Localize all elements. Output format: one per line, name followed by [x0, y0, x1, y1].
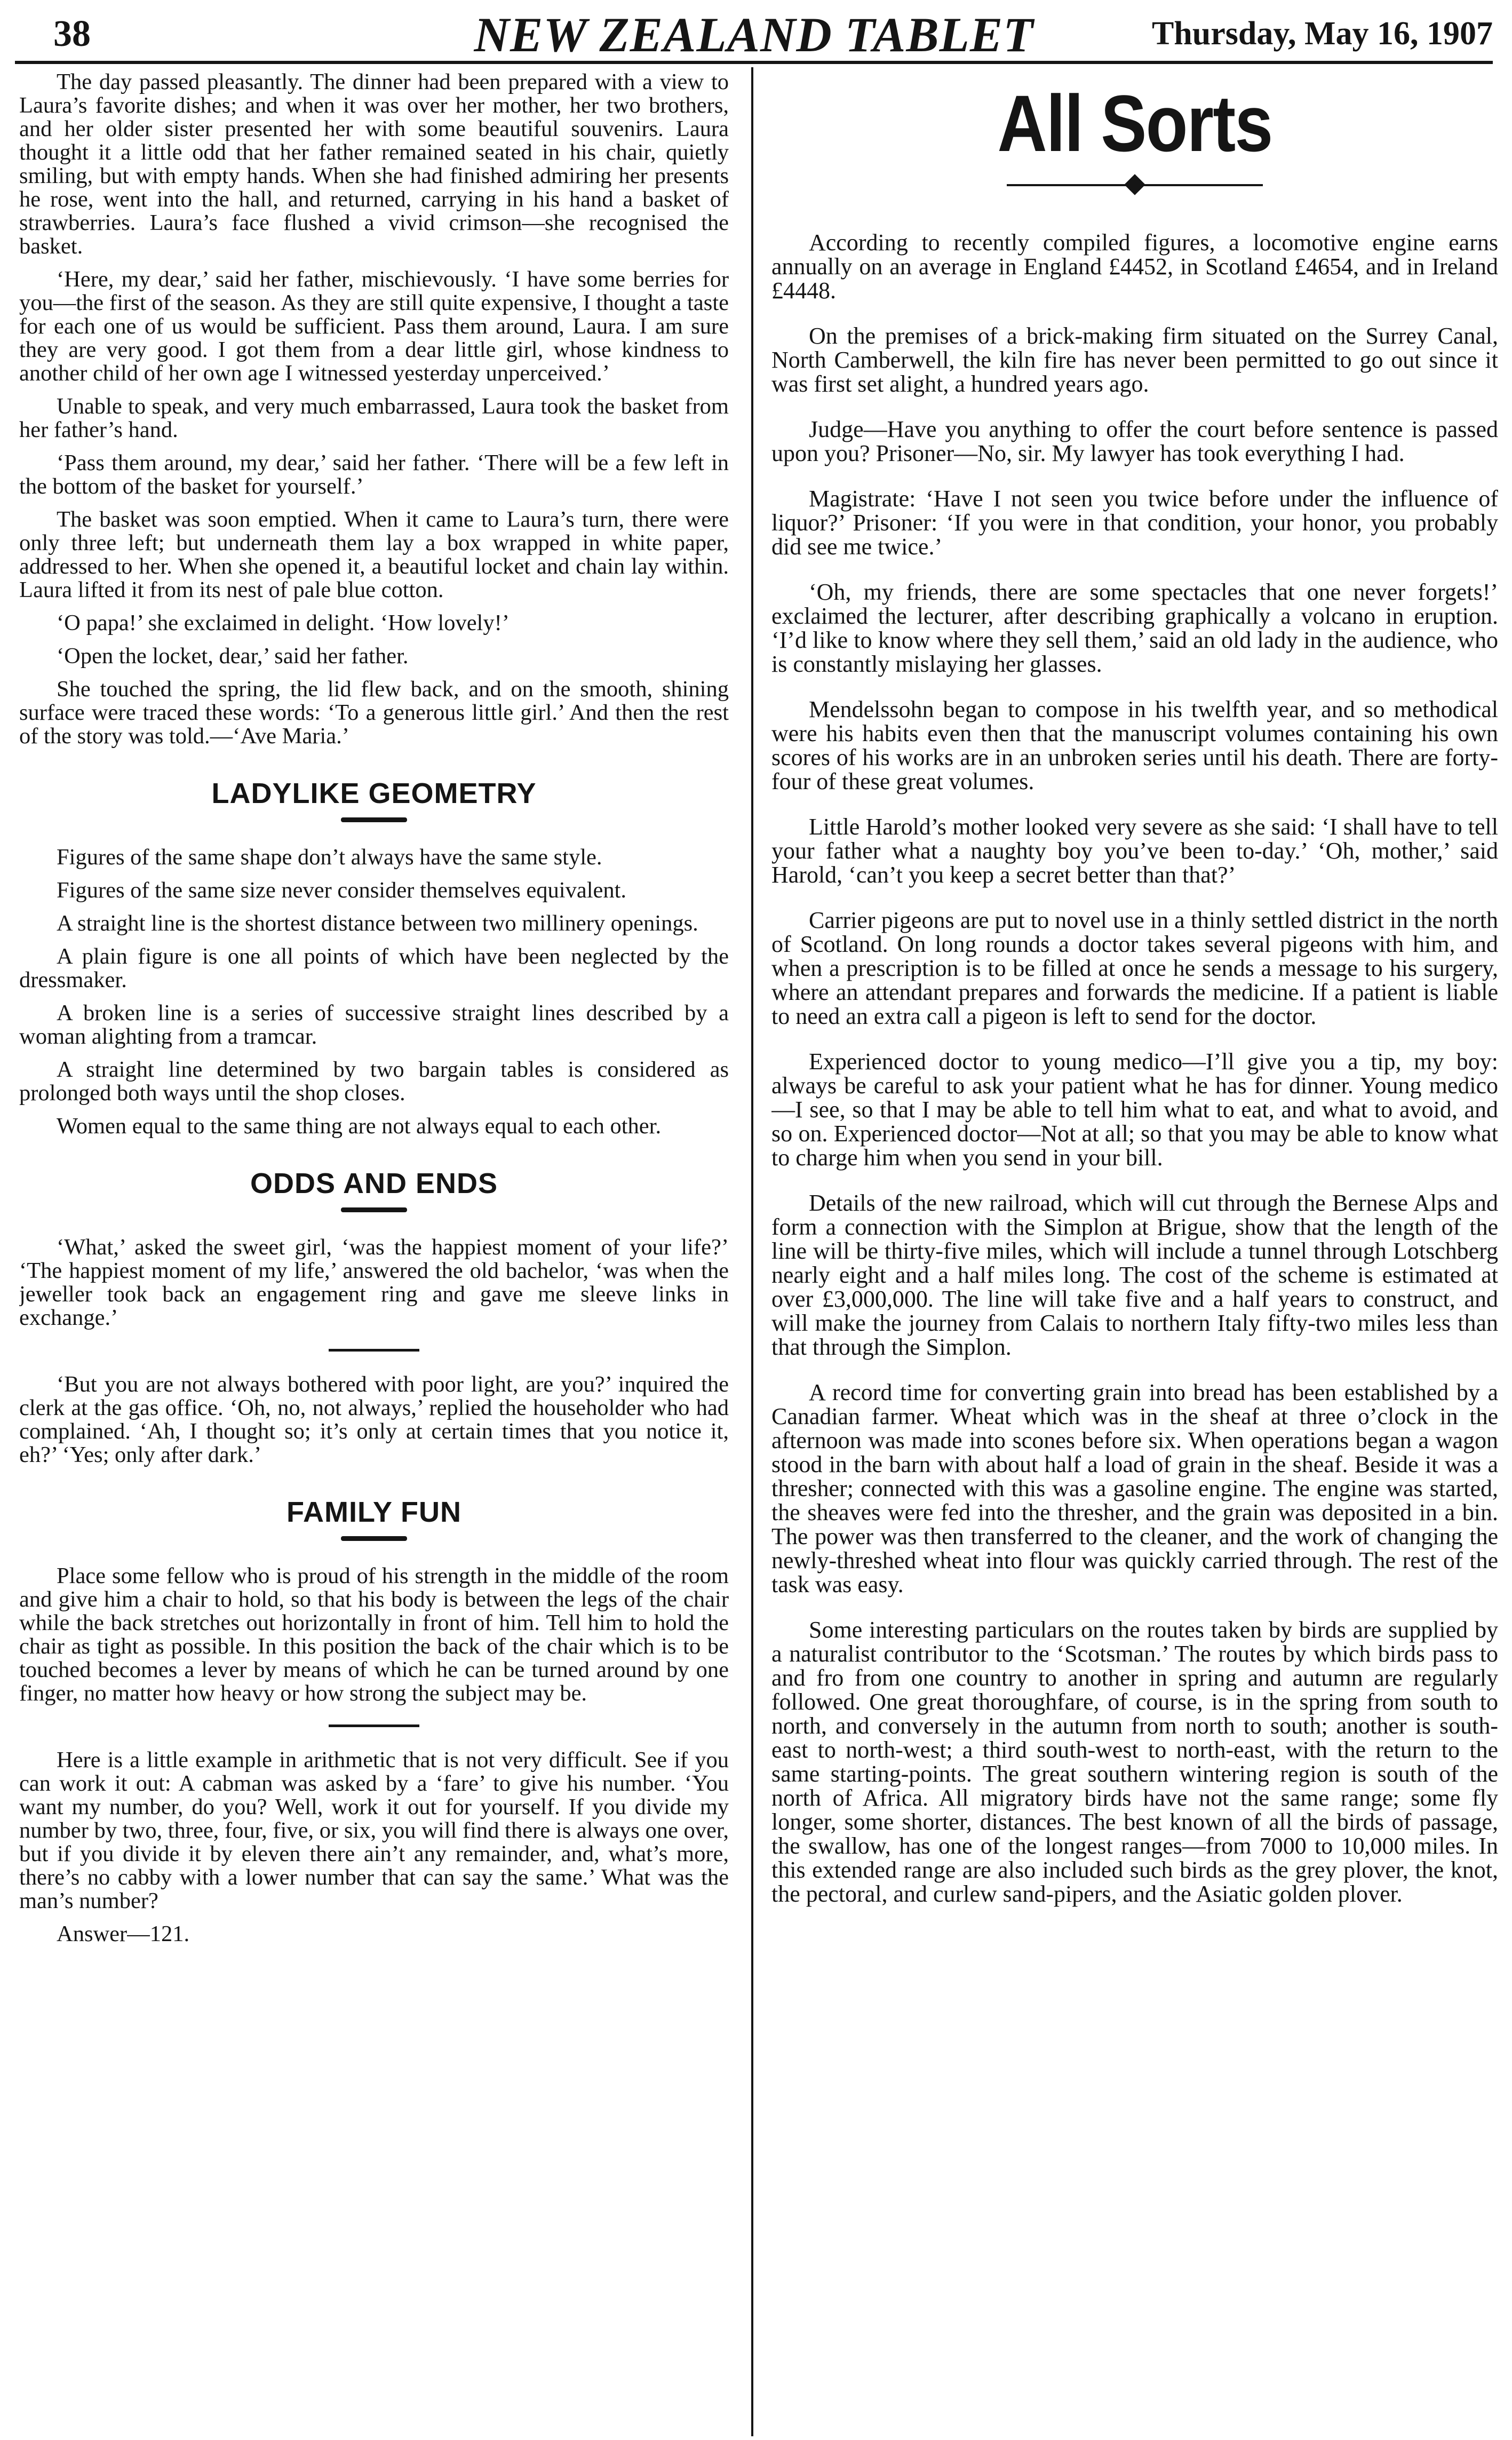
- geometry-item: Figures of the same size never consider themselves equivalent.: [57, 878, 627, 903]
- paragraph: According to recently compiled figures, a locomotive engine earns annually on an average in England £4452, in Scotland £4654, and in Ireland £4448.: [771, 229, 1498, 304]
- heading-rule: [341, 1207, 407, 1212]
- geometry-item: A straight line is the shortest distance between two millinery openings.: [57, 911, 698, 936]
- page-number: 38: [53, 13, 91, 54]
- section-title-all-sorts: All Sorts: [997, 78, 1272, 168]
- geometry-item: Women equal to the same thing are not always equal to each other.: [57, 1114, 662, 1139]
- geometry-item: A plain figure is one all points of which have been neglected by the dressmaker.: [19, 944, 729, 992]
- odds-item: ‘But you are not always bothered with poor light, are you?’ inquired the clerk at the gas office. ‘Oh, no, not always,’ replied the householder who had complained. ‘Ah, I thought so; it’s only at certain times that you notice it, eh?’ ‘Yes; only after dark.’: [19, 1372, 729, 1467]
- item-divider: [329, 1349, 419, 1352]
- heading-rule: [341, 817, 407, 822]
- paragraph: Magistrate: ‘Have I not seen you twice before under the influence of liquor?’ Prisoner: ‘If you were in that condition, your honor, you probably did see me twice.’: [771, 486, 1498, 560]
- geometry-item: A straight line determined by two bargain tables is considered as prolonged both ways until the shop closes.: [19, 1057, 729, 1106]
- paragraph: A record time for converting grain into bread has been established by a Canadian farmer. Wheat which was in the sheaf at three o’clock in the afternoon was made into scones before six. When operations began a wagon stood in the barn with about half a load of grain in the sheaf. Beside it was a thresher; connected with this was a gasoline engine. The engine was started, the sheaves were fed into the thresher, and the grain was deposited in a bin. The power was then transferred to the cleaner, and the work of changing the newly-threshed wheat into flour was quickly carried through. The rest of the task was easy.: [771, 1379, 1498, 1597]
- story-paragraph: Unable to speak, and very much embarrassed, Laura took the basket from her father’s hand.: [19, 394, 729, 442]
- paragraph: Some interesting particulars on the routes taken by birds are supplied by a naturalist contributor to the ‘Scotsman.’ The routes by which birds pass to and fro from one country to another in spring and autumn are regularly followed. One great thoroughfare, of course, is in the spring from south to north, and conversely in the autumn from north to south; another is south-east to north-west; a third south-west to north-east, with the return to the same starting-points. The great southern wintering region is south of the north of Africa. All migratory birds have not the same range; some fly longer, some shorter, distances. The best known of all the birds of passage, the swallow, has one of the longest ranges—from 7000 to 10,000 miles. In this extended range are also included such birds as the grey plover, the knot, the pectoral, and curlew sand-pipers, and the Asiatic golden plover.: [771, 1617, 1498, 1907]
- heading-rule: [341, 1536, 407, 1541]
- issue-date: Thursday, May 16, 1907: [1151, 15, 1493, 52]
- story-paragraph: ‘Here, my dear,’ said her father, mischievously. ‘I have some berries for you—the first of the season. As they are still quite expensive, I thought a taste for each one of us would be sufficient. Pass them around, Laura. I am sure they are very good. I got them from a dear little girl, whose kindness to another child of her own age I witnessed yesterday unperceived.’: [19, 267, 729, 386]
- story-paragraph: ‘Open the locket, dear,’ said her father.: [57, 643, 409, 669]
- section-heading-odds: ODDS AND ENDS: [250, 1167, 498, 1199]
- title-ornament: [1007, 174, 1263, 195]
- section-heading-family: FAMILY FUN: [286, 1496, 462, 1528]
- story-paragraph: The day passed pleasantly. The dinner had been prepared with a view to Laura’s favorite dishes; and when it was over her mother, her two brothers, and her older sister presented her with some beautiful souvenirs. Laura thought it a little odd that her father remained seated in his chair, quietly smiling, but with empty hands. When she had finished admiring her presents he rose, went into the hall, and returned, carrying in his hand a basket of strawberries. Laura’s face flushed a vivid crimson—she recognised the basket.: [19, 70, 729, 259]
- family-item: Place some fellow who is proud of his strength in the middle of the room and give him a chair to hold, so that his body is between the legs of the chair while the back stretches out horizontally in front of him. Tell him to hold the chair as tight as possible. In this position the back of the chair which is to be touched becomes a lever by means of which he can be turned around by one finger, no matter how heavy or how strong the subject may be.: [19, 1563, 729, 1706]
- story-paragraph: ‘Pass them around, my dear,’ said her father. ‘There will be a few left in the bottom of the basket for yourself.’: [19, 450, 729, 499]
- diamond-icon: [1124, 174, 1145, 195]
- paragraph: ‘Oh, my friends, there are some spectacles that one never forgets!’ exclaimed the lecturer, after describing graphically a volcano in eruption. ‘I’d like to know where they sell them,’ said an old lady in the audience, who is constantly mislaying her glasses.: [771, 579, 1498, 677]
- column-rule: [751, 67, 753, 2436]
- paragraph: Carrier pigeons are put to novel use in a thinly settled district in the north of Scotland. On long rounds a doctor takes several pigeons with him, and when a prescription is to be filled at once he sends a message to his surgery, where an attendant prepares and forwards the medicine. If a patient is liable to need an extra call a pigeon is left to send for the doctor.: [771, 907, 1498, 1029]
- section-heading-geometry: LADYLIKE GEOMETRY: [211, 777, 537, 809]
- paragraph: On the premises of a brick-making firm situated on the Surrey Canal, North Camberwell, the kiln fire has never been permitted to go out since it was first set alight, a hundred years ago.: [771, 323, 1498, 397]
- odds-item: ‘What,’ asked the sweet girl, ‘was the happiest moment of your life?’ ‘The happiest moment of my life,’ answered the old bachelor, ‘was when the jeweller took back an engagement ring and gave me sleeve links in exchange.’: [19, 1235, 729, 1330]
- geometry-item: A broken line is a series of successive straight lines described by a woman alighting from a tramcar.: [19, 1000, 729, 1049]
- paragraph: Experienced doctor to young medico—I’ll give you a tip, my boy: always be careful to ask your patient what he has for dinner. Young medico—I see, so that I may be able to tell him what to eat, and what to avoid, and so on. Experienced doctor—Not at all; so that you may be able to know what to charge him when you send in your bill.: [771, 1048, 1498, 1171]
- answer-line: Answer—121.: [57, 1921, 190, 1946]
- paragraph: Little Harold’s mother looked very severe as she said: ‘I shall have to tell your father what a naughty boy you’ve been to-day.’ ‘Oh, mother,’ said Harold, ‘can’t you keep a secret better than that?’: [771, 814, 1498, 888]
- geometry-item: Figures of the same shape don’t always have the same style.: [57, 845, 602, 870]
- left-column: [19, 70, 729, 2434]
- story-paragraph: She touched the spring, the lid flew back, and on the smooth, shining surface were traced these words: ‘To a generous little girl.’ And then the rest of the story was told.—‘Ave Maria.’: [19, 677, 729, 749]
- masthead: [15, 5, 1493, 64]
- right-column: [771, 70, 1498, 2434]
- paragraph: Judge—Have you anything to offer the court before sentence is passed upon you? Prisoner—No, sir. My lawyer has took everything I had.: [771, 416, 1498, 466]
- paragraph: Details of the new railroad, which will cut through the Bernese Alps and form a connection with the Simplon at Brigue, show that the length of the line will be thirty-five miles, which will include a tunnel through Lotschberg nearly eight and a half miles long. The cost of the scheme is estimated at over £3,000,000. The line will take five and a half years to construct, and will make the journey from Calais to northern Italy fifty-two miles less than that through the Simplon.: [771, 1190, 1498, 1360]
- family-item: Here is a little example in arithmetic that is not very difficult. See if you can work it out: A cabman was asked by a ‘fare’ to give his number. ‘You want my number, do you? Well, work it out for yourself. If you divide my number by two, three, four, five, or six, you will find there is always one over, but if you divide it by eleven there ain’t any remainder, and, what’s more, there’s no cabby with a lower number that can say the same.’ What was the man’s number?: [19, 1747, 729, 1913]
- paper-title: NEW ZEALAND TABLET: [474, 7, 1034, 62]
- story-paragraph: The basket was soon emptied. When it came to Laura’s turn, there were only three left; but underneath them lay a box wrapped in white paper, addressed to her. When she opened it, a beautiful locket and chain lay within. Laura lifted it from its nest of pale blue cotton.: [19, 507, 729, 602]
- story-paragraph: ‘O papa!’ she exclaimed in delight. ‘How lovely!’: [57, 610, 510, 635]
- paragraph: Mendelssohn began to compose in his twelfth year, and so methodical were his habits even then that the manuscript volumes containing his own scores of his works are in an unbroken series until his death. There are forty-four of these great volumes.: [771, 696, 1498, 794]
- item-divider: [329, 1724, 419, 1727]
